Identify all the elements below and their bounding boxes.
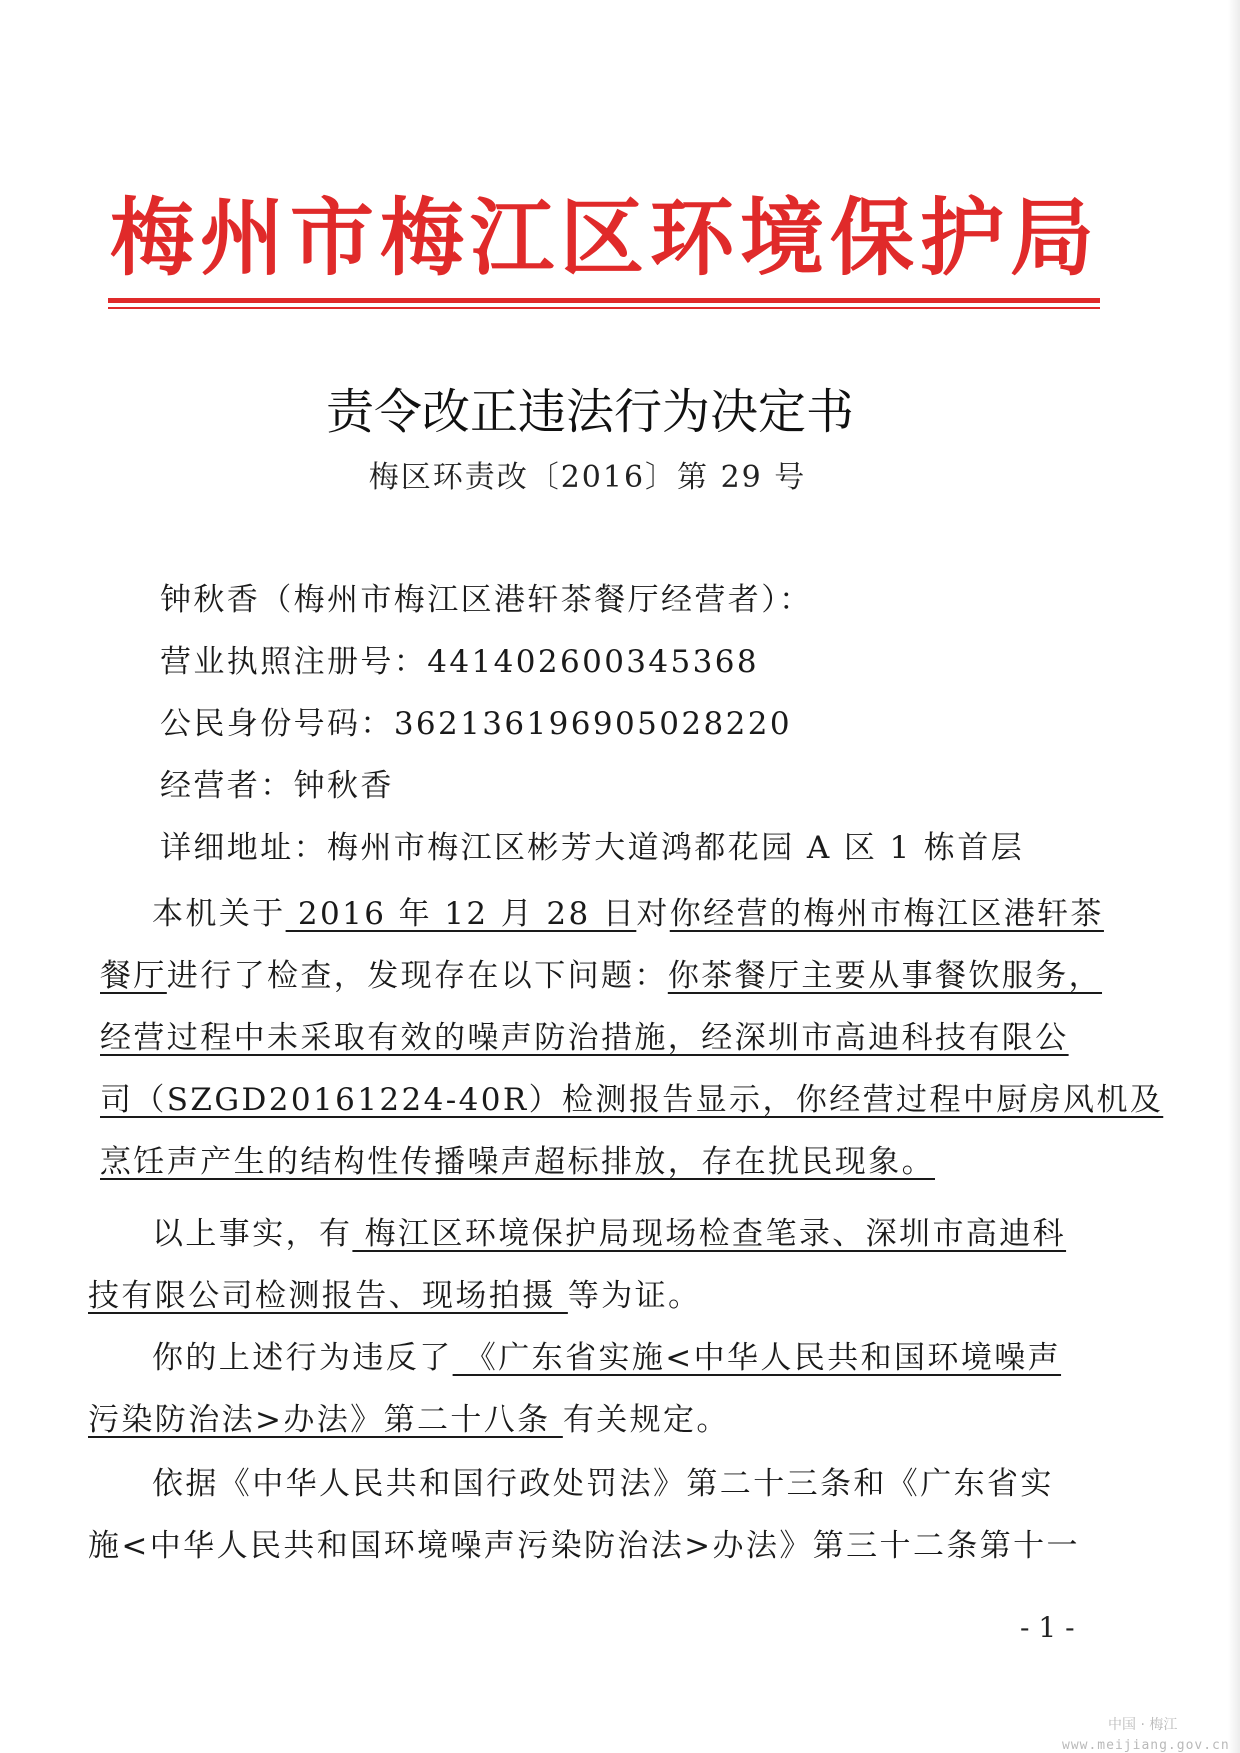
watermark-site-name: 中国 · 梅江	[1108, 1717, 1178, 1733]
paragraph-1-line-2	[100, 954, 1102, 998]
license-label: 营业执照注册号：	[160, 644, 428, 680]
paragraph-2-line-2	[88, 1274, 701, 1318]
document-number: 梅区环责改〔2016〕第 29 号	[368, 460, 807, 495]
p3-prefix: 你的上述行为违反了	[152, 1340, 453, 1376]
letterhead-org-name: 梅州市梅江区环境保护局	[110, 188, 1101, 287]
p1-mid: 进行了检查，发现存在以下问题：	[166, 958, 668, 994]
paragraph-4-line-1: 依据《中华人民共和国行政处罚法》第二十三条和《广东省实	[152, 1466, 1054, 1502]
p2-prefix: 以上事实，有	[152, 1216, 353, 1252]
paragraph-3-line-2	[88, 1398, 730, 1442]
p1-subject-b: 餐厅	[100, 958, 167, 994]
p2-suffix: 等为证。	[567, 1278, 702, 1314]
operator-label: 经营者：	[160, 768, 294, 804]
id-row	[160, 702, 792, 746]
p3-suffix: 有关规定。	[562, 1402, 730, 1438]
p2-evidence-a: 梅江区环境保护局现场检查笔录、深圳市高迪科	[352, 1216, 1067, 1252]
page-number: - 1 -	[1020, 1611, 1075, 1644]
watermark-url: www.meijiang.gov.cn	[1062, 1738, 1230, 1753]
scan-edge-shadow	[1228, 0, 1240, 1753]
operator-value: 钟秋香	[293, 768, 394, 804]
id-value: 362136196905028220	[393, 706, 793, 742]
address-row	[160, 826, 1024, 870]
p3-law-b: 污染防治法>办法》第二十八条	[88, 1402, 563, 1438]
letterhead-red-rule-thin	[108, 307, 1100, 309]
paragraph-2-line-1	[152, 1212, 1066, 1256]
recipient-party: 钟秋香（梅州市梅江区港轩茶餐厅经营者）：	[160, 582, 813, 618]
paragraph-1-line-5: 烹饪声产生的结构性传播噪声超标排放，存在扰民现象。	[100, 1144, 935, 1180]
paragraph-1-line-1	[152, 892, 1104, 936]
id-label: 公民身份号码：	[160, 706, 394, 742]
paragraph-1-line-4: 司（SZGD20161224-40R）检测报告显示，你经营过程中厨房风机及	[100, 1082, 1164, 1118]
p1-issue-a: 你茶餐厅主要从事餐饮服务，	[667, 958, 1103, 994]
license-value: 441402600345368	[427, 644, 760, 680]
address-label: 详细地址：	[160, 830, 327, 866]
p2-evidence-b: 技有限公司检测报告、现场拍摄	[88, 1278, 568, 1314]
p3-law-a: 《广东省实施<中华人民共和国环境噪声	[452, 1340, 1062, 1376]
paragraph-1-line-3: 经营过程中未采取有效的噪声防治措施，经深圳市高迪科技有限公	[100, 1020, 1069, 1056]
p1-connector: 对	[636, 896, 670, 932]
document-title: 责令改正违法行为决定书	[325, 384, 854, 440]
operator-row	[160, 764, 394, 808]
p1-subject-a: 你经营的梅州市梅江区港轩茶	[669, 896, 1104, 932]
p1-inspection-date: 2016 年 12 月 28 日	[285, 896, 637, 932]
address-value: 梅州市梅江区彬芳大道鸿都花园 A 区 1 栋首层	[327, 830, 1025, 866]
p1-prefix: 本机关于	[152, 896, 286, 932]
paragraph-3-line-1	[152, 1336, 1061, 1380]
license-row	[160, 640, 759, 684]
letterhead-red-rule-thick	[108, 298, 1100, 303]
paragraph-4-line-2: 施<中华人民共和国环境噪声污染防治法>办法》第三十二条第十一	[88, 1528, 1080, 1564]
